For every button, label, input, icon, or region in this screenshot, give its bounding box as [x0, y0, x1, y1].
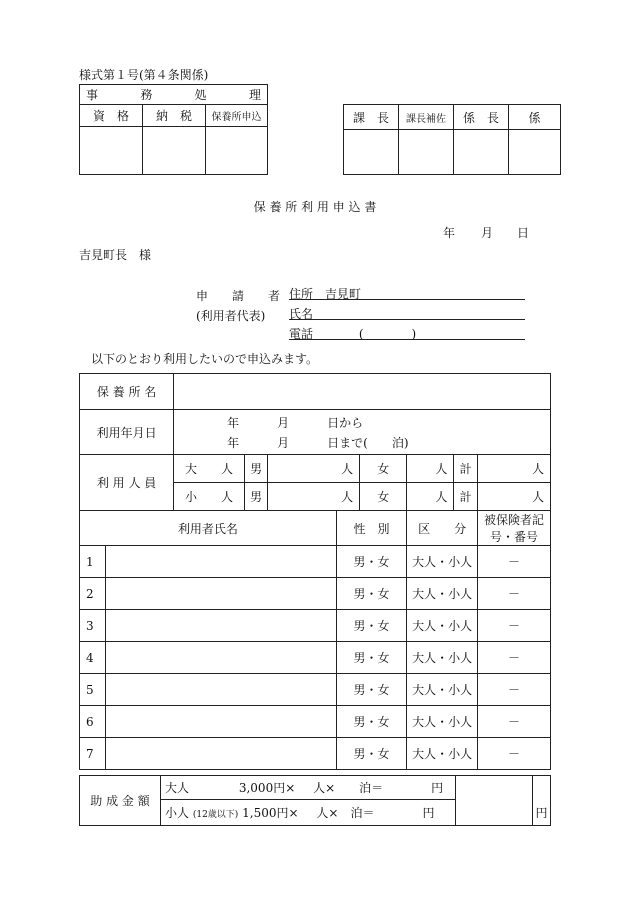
name-label: 氏名: [289, 307, 314, 321]
date-year: 年: [443, 226, 456, 240]
header-user-name: 利用者氏名: [80, 511, 337, 546]
insurance-input[interactable]: －: [477, 546, 550, 578]
col-tax: 納 税: [143, 105, 206, 127]
addressee: 吉見町長 様: [79, 248, 152, 262]
user-name-input[interactable]: [105, 610, 336, 642]
insurance-input[interactable]: －: [477, 610, 550, 642]
users-child-female-count[interactable]: [407, 483, 454, 511]
insurance-input[interactable]: －: [477, 738, 550, 770]
insurance-input[interactable]: －: [477, 706, 550, 738]
insurance-input[interactable]: －: [477, 578, 550, 610]
facility-input[interactable]: [174, 374, 551, 410]
subsidy-child-rest: 人× 泊＝ 円: [316, 806, 435, 820]
users-adult-total: 計: [454, 455, 478, 483]
period-start-month: 月: [277, 416, 290, 430]
approval-stamp-cell[interactable]: [454, 130, 509, 175]
sex-select[interactable]: 男・女: [336, 578, 407, 610]
col-application: 保養所申込: [206, 105, 268, 127]
users-adult-label: 大 人: [174, 455, 245, 483]
title-char: 事: [86, 88, 99, 102]
approval-stamp-cell[interactable]: [344, 130, 399, 175]
sex-select[interactable]: 男・女: [336, 642, 407, 674]
users-adult-female: 女: [360, 455, 407, 483]
header-class: 区 分: [407, 511, 478, 546]
users-adult-female-count[interactable]: [407, 455, 454, 483]
sex-select[interactable]: 男・女: [336, 610, 407, 642]
row-number: 4: [80, 642, 106, 674]
unit: 人: [341, 462, 354, 476]
user-name-input[interactable]: [105, 546, 336, 578]
period-end-month: 月: [277, 436, 290, 450]
intro-text: 以下のとおり利用したいので申込みます。: [91, 352, 319, 366]
approval-staff: 係: [509, 105, 561, 130]
table-row: [80, 546, 551, 578]
phone-field[interactable]: [289, 325, 525, 340]
subsidy-adult-label: 大人: [165, 781, 190, 795]
sex-select[interactable]: 男・女: [336, 738, 407, 770]
tax-cell[interactable]: [143, 127, 206, 175]
address-value: 吉見町: [324, 287, 361, 301]
table-row: [80, 642, 551, 674]
approval-subsection-chief: 係 長: [454, 105, 509, 130]
row-number: 1: [80, 546, 106, 578]
header-sex: 性 別: [336, 511, 407, 546]
table-row: [80, 674, 551, 706]
approval-box: [343, 104, 561, 175]
table-row: [80, 738, 551, 770]
sex-select[interactable]: 男・女: [336, 706, 407, 738]
approval-stamp-cell[interactable]: [399, 130, 454, 175]
insurance-input[interactable]: －: [477, 674, 550, 706]
users-adult-male-count[interactable]: [268, 455, 360, 483]
insurance-input[interactable]: －: [477, 642, 550, 674]
phone-label: 電話: [289, 327, 314, 341]
subsidy-child-row[interactable]: [161, 800, 456, 826]
date-month: 月: [481, 226, 494, 240]
unit: 人: [341, 490, 354, 504]
period-label: 利用年月日: [80, 410, 174, 455]
users-adult-total-count[interactable]: [477, 455, 550, 483]
approval-assistant-chief: 課長補佐: [399, 105, 454, 130]
users-child-female: 女: [360, 483, 407, 511]
application-cell[interactable]: [206, 127, 268, 175]
class-select[interactable]: 大人・小人: [407, 578, 478, 610]
address-label: 住所: [289, 287, 314, 301]
subsidy-table: [79, 775, 551, 826]
subsidy-adult-price: 3,000円×: [238, 781, 296, 795]
period-start-day: 日から: [327, 416, 364, 430]
class-select[interactable]: 大人・小人: [407, 546, 478, 578]
header-insurance: 被保険者記号・番号: [477, 511, 550, 546]
subsidy-child-note: (12歳以下): [192, 810, 239, 820]
subsidy-total-unit: 円: [533, 776, 551, 826]
class-select[interactable]: 大人・小人: [407, 610, 478, 642]
users-child-label: 小 人: [174, 483, 245, 511]
form-number: 様式第１号(第４条関係): [79, 68, 209, 82]
user-name-input[interactable]: [105, 738, 336, 770]
applicant-sublabel: (利用者代表): [196, 309, 266, 323]
row-number: 7: [80, 738, 106, 770]
period-end-day: 日まで( 泊): [327, 436, 409, 450]
users-adult-male: 男: [244, 455, 268, 483]
period-end-year: 年: [227, 436, 240, 450]
unit: 人: [435, 462, 448, 476]
address-field[interactable]: [289, 285, 525, 300]
subsidy-child-label: 小人: [165, 806, 190, 820]
user-name-input[interactable]: [105, 706, 336, 738]
users-child-total-count[interactable]: [477, 483, 550, 511]
name-field[interactable]: [289, 305, 525, 320]
unit: 人: [531, 462, 544, 476]
table-row: [80, 578, 551, 610]
approval-section-chief: 課 長: [344, 105, 399, 130]
office-processing-title: [80, 85, 268, 105]
period-start-year: 年: [227, 416, 240, 430]
office-processing-box: [79, 84, 268, 175]
subsidy-total-input[interactable]: [456, 776, 533, 826]
period-input[interactable]: [174, 410, 551, 455]
users-child-male: 男: [244, 483, 268, 511]
facility-label: 保 養 所 名: [80, 374, 174, 410]
application-table: [79, 373, 551, 770]
qualification-cell[interactable]: [80, 127, 143, 175]
document-title: 保 養 所 利 用 申 込 書: [253, 200, 377, 214]
row-number: 3: [80, 610, 106, 642]
subsidy-adult-rest: 人× 泊＝ 円: [313, 781, 444, 795]
row-number: 5: [80, 674, 106, 706]
subsidy-child-price: 1,500円×: [242, 806, 299, 820]
phone-paren: ( ): [358, 327, 417, 341]
applicant-label: 申 請 者: [196, 289, 281, 303]
row-number: 2: [80, 578, 106, 610]
subsidy-label: 助 成 金 額: [80, 776, 161, 826]
sex-select[interactable]: 男・女: [336, 674, 407, 706]
col-qualification: 資 格: [80, 105, 143, 127]
title-char: 務: [140, 88, 153, 102]
class-select[interactable]: 大人・小人: [407, 642, 478, 674]
subsidy-adult-row[interactable]: [161, 776, 456, 800]
class-select[interactable]: 大人・小人: [407, 674, 478, 706]
class-select[interactable]: 大人・小人: [407, 738, 478, 770]
title-char: 処: [194, 88, 207, 102]
table-row: [80, 706, 551, 738]
users-label: 利 用 人 員: [80, 455, 174, 511]
table-row: [80, 610, 551, 642]
approval-stamp-cell[interactable]: [509, 130, 561, 175]
unit: 人: [435, 490, 448, 504]
class-select[interactable]: 大人・小人: [407, 706, 478, 738]
title-char: 理: [248, 88, 261, 102]
sex-select[interactable]: 男・女: [336, 546, 407, 578]
user-name-input[interactable]: [105, 642, 336, 674]
date-day: 日: [517, 226, 530, 240]
row-number: 6: [80, 706, 106, 738]
user-name-input[interactable]: [105, 578, 336, 610]
users-child-male-count[interactable]: [268, 483, 360, 511]
users-child-total: 計: [454, 483, 478, 511]
user-name-input[interactable]: [105, 674, 336, 706]
unit: 人: [531, 490, 544, 504]
